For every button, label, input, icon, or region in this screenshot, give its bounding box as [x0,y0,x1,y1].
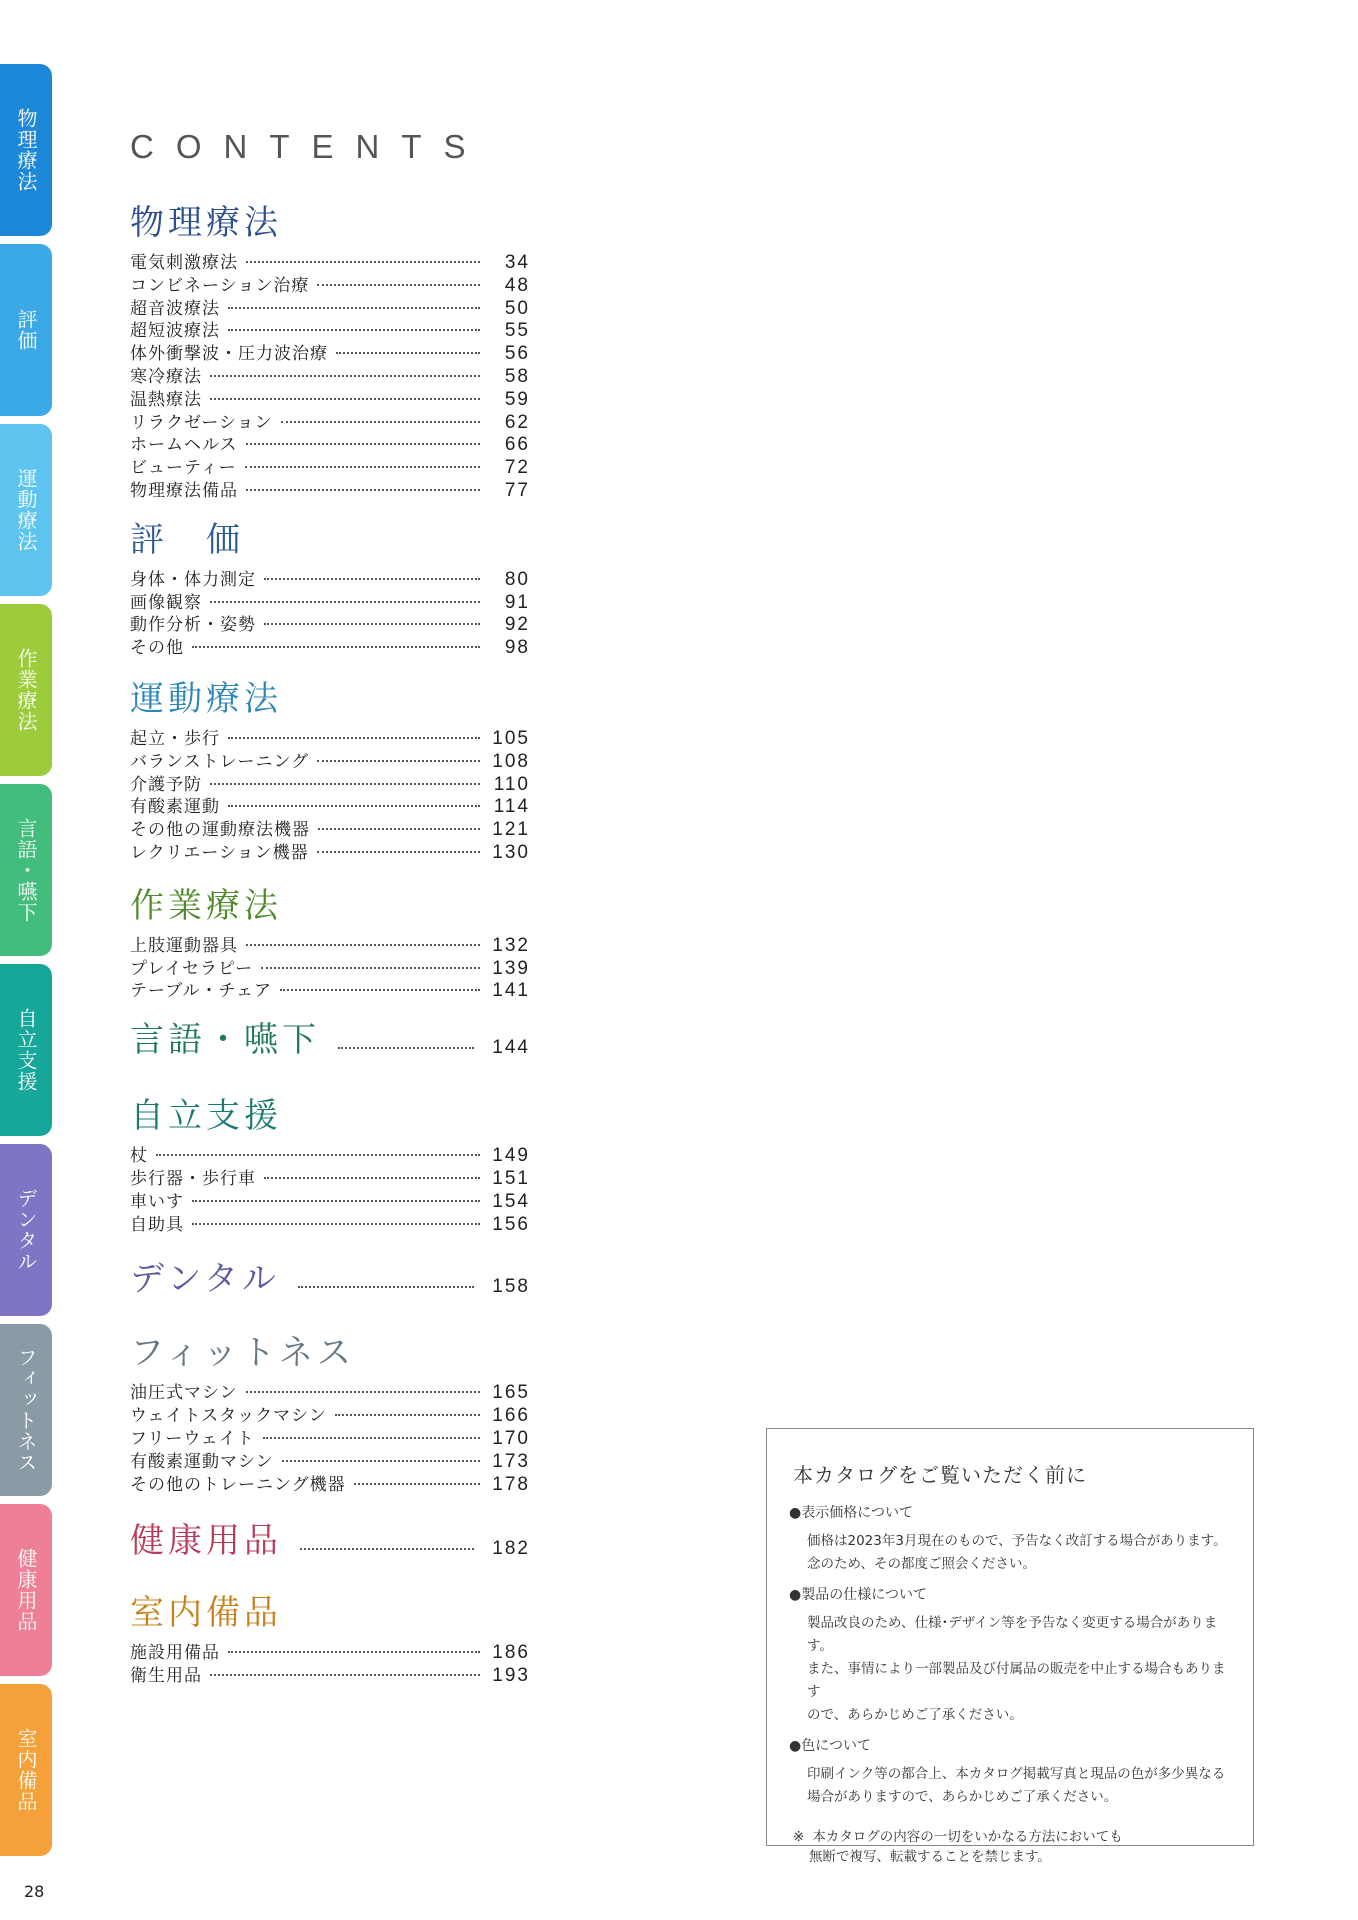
leader-dots [210,783,480,785]
entry-label: フリーウェイト [130,1428,255,1449]
page-ref: 121 [492,819,530,841]
toc-entry[interactable] [130,453,530,479]
page-ref: 48 [504,274,530,296]
page-ref: 58 [504,365,530,387]
page-ref: 156 [492,1213,530,1235]
entry-list [130,1378,530,1495]
side-tab[interactable] [0,244,52,416]
toc-entry[interactable] [130,976,530,1002]
toc-entry[interactable] [130,476,530,499]
page-ref: 186 [492,1642,530,1664]
page-ref: 92 [504,614,530,636]
leader-dots [246,489,480,491]
entry-label: 有酸素運動マシン [130,1451,274,1472]
leader-dots [264,623,480,625]
notice-line: ので、あらかじめご了承ください。 [807,1707,1023,1723]
leader-dots [318,828,480,830]
entry-label: 杖 [130,1146,148,1167]
leader-dots [264,578,480,580]
entry-label: その他のトレーニング機器 [130,1474,346,1495]
section-heading: デンタル [130,1259,280,1300]
notice-item-body [807,1612,1227,1727]
toc-entry[interactable] [130,385,530,408]
toc-entry[interactable] [130,1141,530,1167]
toc-entry[interactable] [130,588,530,611]
toc-section-row[interactable] [130,1518,530,1564]
entry-label: リラクゼーション [130,412,273,433]
entry-label: バランストレーニング [130,751,310,772]
entry-label: 起立・歩行 [130,728,220,749]
page-ref: 34 [504,252,530,273]
page-ref: 91 [504,591,530,613]
entry-label: 介護予防 [130,774,202,795]
notice-title: 本カタログをご覧いただく前に [793,1463,1087,1487]
notice-item [793,1735,1227,1809]
page-ref: 62 [504,411,530,433]
toc-entry[interactable] [130,633,530,659]
side-tab[interactable] [0,1684,52,1856]
entry-label: 施設用備品 [130,1643,220,1664]
notice-line: 印刷インク等の都合上、本カタログ掲載写真と現品の色が多少異なる [807,1766,1226,1782]
leader-dots [210,1674,480,1676]
notice-item-body [807,1530,1227,1576]
toc-section-row[interactable] [130,1256,530,1302]
notice-line: また、事情により一部製品及び付属品の販売を中止する場合もあります [807,1661,1226,1700]
page-ref: 108 [492,750,530,772]
page-ref: 77 [504,479,530,501]
section-heading: 運動療法 [130,678,282,719]
page-ref: 50 [504,297,530,319]
leader-dots [336,352,480,354]
toc-section [130,883,530,1002]
leader-dots [245,466,480,468]
leader-dots [192,1200,480,1202]
toc-entry[interactable] [130,339,530,365]
toc-section [130,1017,530,1063]
toc-entry[interactable] [130,271,530,294]
leader-dots [317,284,480,286]
toc-entry[interactable] [130,1210,530,1233]
page-ref: 165 [492,1382,530,1404]
toc-entry[interactable] [130,838,530,861]
page-ref: 144 [492,1037,530,1059]
page-ref: 110 [493,773,530,795]
leader-dots [246,443,481,445]
leader-dots [156,1154,480,1156]
toc-entry[interactable] [130,1470,530,1493]
entry-label: 電気刺激療法 [130,253,238,273]
side-tab[interactable] [0,964,52,1136]
entry-list [130,724,530,861]
page-ref: 56 [504,343,530,365]
toc-entry[interactable] [130,931,530,954]
entry-label: 動作分析・姿勢 [130,615,256,636]
side-tab[interactable] [0,64,52,236]
toc-entry[interactable] [130,747,530,770]
side-tab-label: デンタル [14,1188,38,1272]
toc-entry[interactable] [130,1638,530,1664]
entry-label: 超音波療法 [130,298,220,319]
entry-label: 自助具 [130,1214,184,1235]
leader-dots [192,646,480,648]
notice-box [766,1428,1254,1865]
toc-entry[interactable] [130,1187,530,1210]
entry-label: 体外衝撃波・圧力波治療 [130,344,328,365]
leader-dots [281,421,480,423]
leader-dots [228,737,480,739]
section-heading: 評 価 [130,519,244,560]
leader-dots [280,989,480,991]
toc-section [130,517,530,659]
page-ref: 170 [492,1427,530,1449]
page-ref: 66 [504,434,530,456]
table-of-contents [130,200,530,1687]
toc-section [130,1590,530,1687]
section-heading: 作業療法 [130,885,282,926]
leader-dots [210,375,480,377]
toc-entry[interactable] [130,1401,530,1427]
entry-label: 画像観察 [130,592,202,613]
page-ref: 139 [492,957,530,979]
side-tab-label: 健康用品 [14,1548,38,1632]
notice-item-heading: ● 色について [789,1735,1227,1755]
entry-label: 有酸素運動 [130,797,220,818]
entry-label: ビューティー [130,458,237,479]
page-ref: 72 [504,457,530,479]
leader-dots [282,1460,480,1462]
entry-label: その他の運動療法機器 [130,820,310,841]
entry-label: 車いす [130,1191,184,1212]
entry-label: 上肢運動器具 [130,935,238,956]
toc-entry[interactable] [130,1424,530,1447]
entry-label: ホームヘルス [130,435,238,456]
leader-dots [228,329,480,331]
section-heading: 言語・嚥下 [130,1020,320,1061]
page-ref: 132 [492,934,530,956]
page-ref: 130 [492,841,530,863]
toc-entry[interactable] [130,792,530,818]
side-tab-label: 自立支援 [14,1008,38,1092]
entry-label: 物理療法備品 [130,480,238,501]
leader-dots [263,1437,480,1439]
leader-dots [261,967,480,969]
toc-section [130,1330,530,1495]
entry-label: ウェイトスタックマシン [130,1406,327,1427]
entry-label: テーブル・チェア [130,981,272,1002]
notice-line: 場合がありますので、あらかじめご了承ください。 [807,1789,1118,1805]
leader-dots [317,851,480,853]
toc-entry[interactable] [130,954,530,977]
leader-dots [228,805,480,807]
page-ref: 151 [492,1167,530,1189]
page-ref: 173 [492,1450,530,1472]
section-heading: 物理療法 [130,203,282,243]
toc-section [130,200,530,499]
toc-section-row[interactable] [130,1017,530,1063]
entry-label: 油圧式マシン [130,1383,238,1404]
toc-entry[interactable] [130,294,530,317]
section-heading: 健康用品 [130,1521,282,1562]
side-tab-label: フィットネス [14,1347,38,1473]
toc-entry[interactable] [130,362,530,385]
entry-list [130,1141,530,1235]
toc-entry[interactable] [130,248,530,271]
leader-dots [317,760,480,762]
leader-dots [335,1414,480,1416]
notice-item-heading: ● 表示価格について [789,1502,1227,1522]
entry-list [130,565,530,659]
side-tab-label: 室内備品 [14,1728,38,1812]
entry-label: 超短波療法 [130,321,220,342]
notice-line: 念のため、その都度ご照会ください。 [807,1556,1036,1572]
leader-dots [246,1391,480,1393]
leader-dots [246,261,480,263]
entry-label: 衛生用品 [130,1666,202,1687]
toc-section [130,1518,530,1564]
notice-item [793,1584,1227,1727]
toc-section [130,1093,530,1235]
leader-dots [300,1548,474,1550]
toc-section [130,1256,530,1302]
contents-title: CONTENTS [130,128,488,166]
side-tab[interactable] [0,424,52,596]
side-tab-label: 物理療法 [14,108,38,192]
notice-items [793,1502,1227,1809]
page-ref: 141 [492,980,530,1002]
entry-list [130,248,530,499]
leader-dots [210,398,480,400]
toc-entry[interactable] [130,1447,530,1470]
side-tab[interactable] [0,1504,52,1676]
entry-label: コンビネーション治療 [130,275,310,296]
page-ref: 80 [504,568,530,590]
side-tab[interactable] [0,604,52,776]
page-ref: 55 [504,320,530,342]
entry-label: 温熱療法 [130,389,202,410]
notice-item [793,1502,1227,1576]
toc-entry[interactable] [130,1378,530,1404]
page-ref: 178 [492,1473,530,1495]
toc-entry[interactable] [130,565,530,588]
toc-entry[interactable] [130,724,530,747]
side-tab[interactable] [0,1324,52,1496]
leader-dots [264,1177,480,1179]
toc-entry[interactable] [130,408,530,431]
page-ref: 149 [492,1145,530,1167]
page-ref: 182 [492,1538,530,1560]
leader-dots [298,1286,474,1288]
leader-dots [192,1223,480,1225]
page-ref: 166 [492,1405,530,1427]
notice-line: 価格は2023年3月現在のもので、予告なく改訂する場合があります。 [807,1533,1227,1549]
note-mark: ※ [793,1829,805,1845]
section-heading: 自立支援 [130,1096,282,1137]
page-number: 28 [24,1882,45,1901]
entry-list [130,931,530,1002]
notice-footer [793,1827,1227,1867]
entry-label: 歩行器・歩行車 [130,1168,256,1189]
toc-entry[interactable] [130,1661,530,1687]
page-ref: 158 [492,1276,530,1298]
page-ref: 154 [492,1190,530,1212]
entry-label: レクリエーション機器 [130,842,309,863]
page-ref: 114 [493,796,530,818]
entry-label: 身体・体力測定 [130,569,256,590]
toc-entry[interactable] [130,610,530,636]
toc-entry[interactable] [130,316,530,342]
entry-label: 寒冷療法 [130,366,202,387]
toc-entry[interactable] [130,770,530,793]
leader-dots [210,601,480,603]
side-tab-label: 運動療法 [14,468,38,552]
side-tab-label: 評価 [14,309,38,351]
notice-line: 製品改良のため、仕様･デザイン等を予告なく変更する場合があります。 [807,1615,1218,1654]
section-heading: 室内備品 [130,1593,282,1634]
notice-footer-line: 本カタログの内容の一切をいかなる方法においても [812,1829,1123,1845]
leader-dots [228,1651,480,1653]
page-ref: 98 [504,637,530,659]
toc-entry[interactable] [130,1164,530,1187]
section-heading: フィットネス [130,1333,355,1374]
entry-label: プレイセラピー [130,958,254,979]
side-tab-label: 言語・嚥下 [14,817,38,923]
side-tab-label: 作業療法 [14,648,38,732]
side-tab[interactable] [0,1144,52,1316]
leader-dots [338,1047,474,1049]
toc-entry[interactable] [130,430,530,456]
notice-footer-line: 無断で複写、転載することを禁じます。 [809,1849,1051,1865]
page-ref: 193 [492,1665,530,1687]
side-tab[interactable] [0,784,52,956]
leader-dots [246,944,480,946]
page-ref: 105 [492,727,530,749]
toc-entry[interactable] [130,815,530,841]
notice-item-body [807,1763,1227,1809]
leader-dots [354,1483,480,1485]
entry-list [130,1638,530,1687]
notice-item-heading: ● 製品の仕様について [789,1584,1227,1604]
leader-dots [228,307,480,309]
toc-section [130,676,530,861]
entry-label: その他 [130,638,184,659]
page-ref: 59 [504,388,530,410]
